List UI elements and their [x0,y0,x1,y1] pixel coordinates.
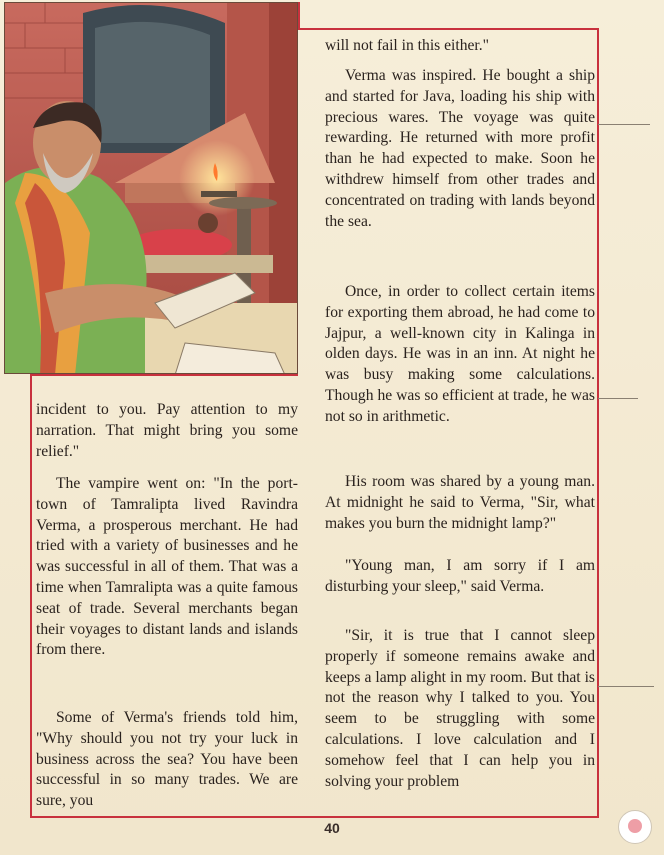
story-illustration [4,2,298,374]
right-column-paragraph-6 [325,626,595,792]
paragraph-text: Once, in order to collect certain items for exporting them abroad, he had come to Jajpur, a well-known city in Kalinga in olden days. He was in an inn. At night he was busy making some calculations. Though he was so efficient at trade, he was not so in arithmetic. [325,283,595,425]
right-column-paragraph-4 [325,472,595,534]
frame-line-illus-right [298,2,300,30]
right-column-paragraph-3 [325,282,595,428]
paragraph-text: incident to you. Pay attention to my narration. That might bring you some relief." [36,401,298,460]
paragraph-text: will not fail in this either." [325,37,490,54]
paragraph-text: Some of Verma's friends told him, "Why should you not try your luck in business across the sea? You have been successful in so many trades. We are sure, you [36,709,298,810]
left-column-paragraph-2 [36,474,298,661]
publisher-logo-icon [618,810,652,844]
paragraph-text: The vampire went on: "In the port-town of Tamralipta lived Ravindra Verma, a prosperous merchant. He had tried with a variety of businesses and he was successful in all of them. That was a time when Tamralipta was a quite famous seat of trade. Several merchants began their voyages to distant lands and islands from there. [36,475,298,659]
right-column-paragraph-2 [325,66,595,232]
left-column-paragraph-1 [36,400,298,462]
frame-line-left [30,374,32,818]
frame-line-illus-bottom [30,374,298,376]
page-number: 40 [324,820,340,836]
frame-line-right [597,28,599,818]
left-column-paragraph-3 [36,708,298,812]
frame-line-top [298,28,599,30]
margin-mark [598,124,650,125]
margin-mark [598,686,654,687]
paragraph-text: "Young man, I am sorry if I am disturbing your sleep," said Verma. [325,557,595,595]
merchant-calculating-illustration [5,3,298,374]
margin-mark [598,398,638,399]
paragraph-text: His room was shared by a young man. At midnight he said to Verma, "Sir, what makes you burn the midnight lamp?" [325,473,595,532]
paragraph-text: Verma was inspired. He bought a ship and started for Java, loading his ship with precious wares. The voyage was quite rewarding. He returned with more profit than he had expected to make. Soon he withdrew himself from other trades and concentrated on trading with lands beyond the sea. [325,67,595,230]
paragraph-text: "Sir, it is true that I cannot sleep properly if someone remains awake and keeps a lamp alight in my room. But that is not the reason why I talked to you. You seem to be struggling with some calculations. I love calculation and I somehow feel that I can help you in solving your problem [325,627,595,790]
right-column-paragraph-1 [325,36,595,57]
right-column-paragraph-5 [325,556,595,598]
frame-line-bottom [30,816,599,818]
